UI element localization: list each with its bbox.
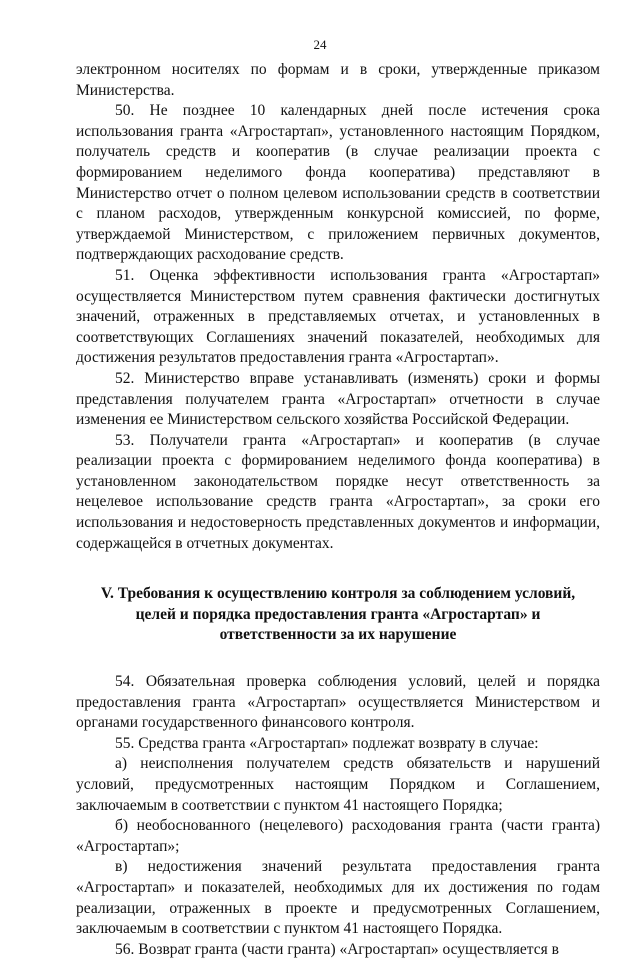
paragraph-55: 55. Средства гранта «Агростартап» подлежат возврату в случае: [115, 734, 539, 752]
paragraph-50: 50. Не позднее 10 календарных дней после истечения срока использования гранта «Агростартап», установленного настоящим Порядком, получатель средств и кооператив (в случае реализации проекта с формированием неделимого фонда кооператива) представляют в Министерство отчет о полном целевом использовании средств в соответствии с планом расходов, утвержденным конкурсной комиссией, по форме, утверждаемой Министерством, с приложением первичных документов, подтверждающих расходование средств. [76, 102, 600, 264]
spacer [76, 554, 600, 584]
page-number: 24 [313, 37, 327, 52]
paragraph-51: 51. Оценка эффективности использования гранта «Агростартап» осуществляется Министерством путем сравнения фактически достигнутых значений, отраженных в представляемых отчетах, и установленных в соответствующих Соглашениях значений показателей, необходимых для достижения результатов предоставления гранта «Агростартап». [76, 266, 600, 367]
spacer [76, 646, 600, 672]
paragraph-52: 52. Министерство вправе устанавливать (изменять) сроки и формы представления получателем гранта «Агростартап» отчетности в случае изменения ее Министерством сельского хозяйства Российской Федерации. [76, 369, 600, 429]
section-heading: V. Требования к осуществлению контроля за соблюдением условий, целей и порядка предоставления гранта «Агростартап» и ответственности за их нарушение [100, 585, 576, 644]
document-body [76, 60, 600, 960]
paragraph-55-a: а) неисполнения получателем средств обязательств и нарушений условий, предусмотренных настоящим Порядком и Соглашением, заключаемым в соответствии с пунктом 41 настоящего Порядка; [76, 755, 600, 814]
paragraph-continuation: электронном носителях по формам и в сроки, утвержденные приказом Министерства. [76, 61, 600, 99]
paragraph-55-c: в) недостижения значений результата предоставления гранта «Агростартап» и показателей, необходимых для их достижения по годам реализации, отраженных в проекте и предусмотренных Соглашением, заключаемым в соответствии с пунктом 41 настоящего Порядка. [76, 858, 600, 938]
paragraph-53: 53. Получатели гранта «Агростартап» и кооператив (в случае реализации проекта с формированием неделимого фонда кооператива) в установленном законодательством порядке несут ответственность за нецелевое использование средств гранта «Агростартап», за сроки его использования и недостоверность представленных документов и информации, содержащейся в отчетных документах. [76, 431, 600, 552]
paragraph-54: 54. Обязательная проверка соблюдения условий, целей и порядка предоставления гранта «Агростартап» осуществляется Министерством и органами государственного финансового контроля. [76, 673, 600, 732]
paragraph-56: 56. Возврат гранта (части гранта) «Агростартап» осуществляется в [115, 940, 559, 958]
paragraph-55-b: б) необоснованного (нецелевого) расходования гранта (части гранта) «Агростартап»; [76, 817, 600, 855]
